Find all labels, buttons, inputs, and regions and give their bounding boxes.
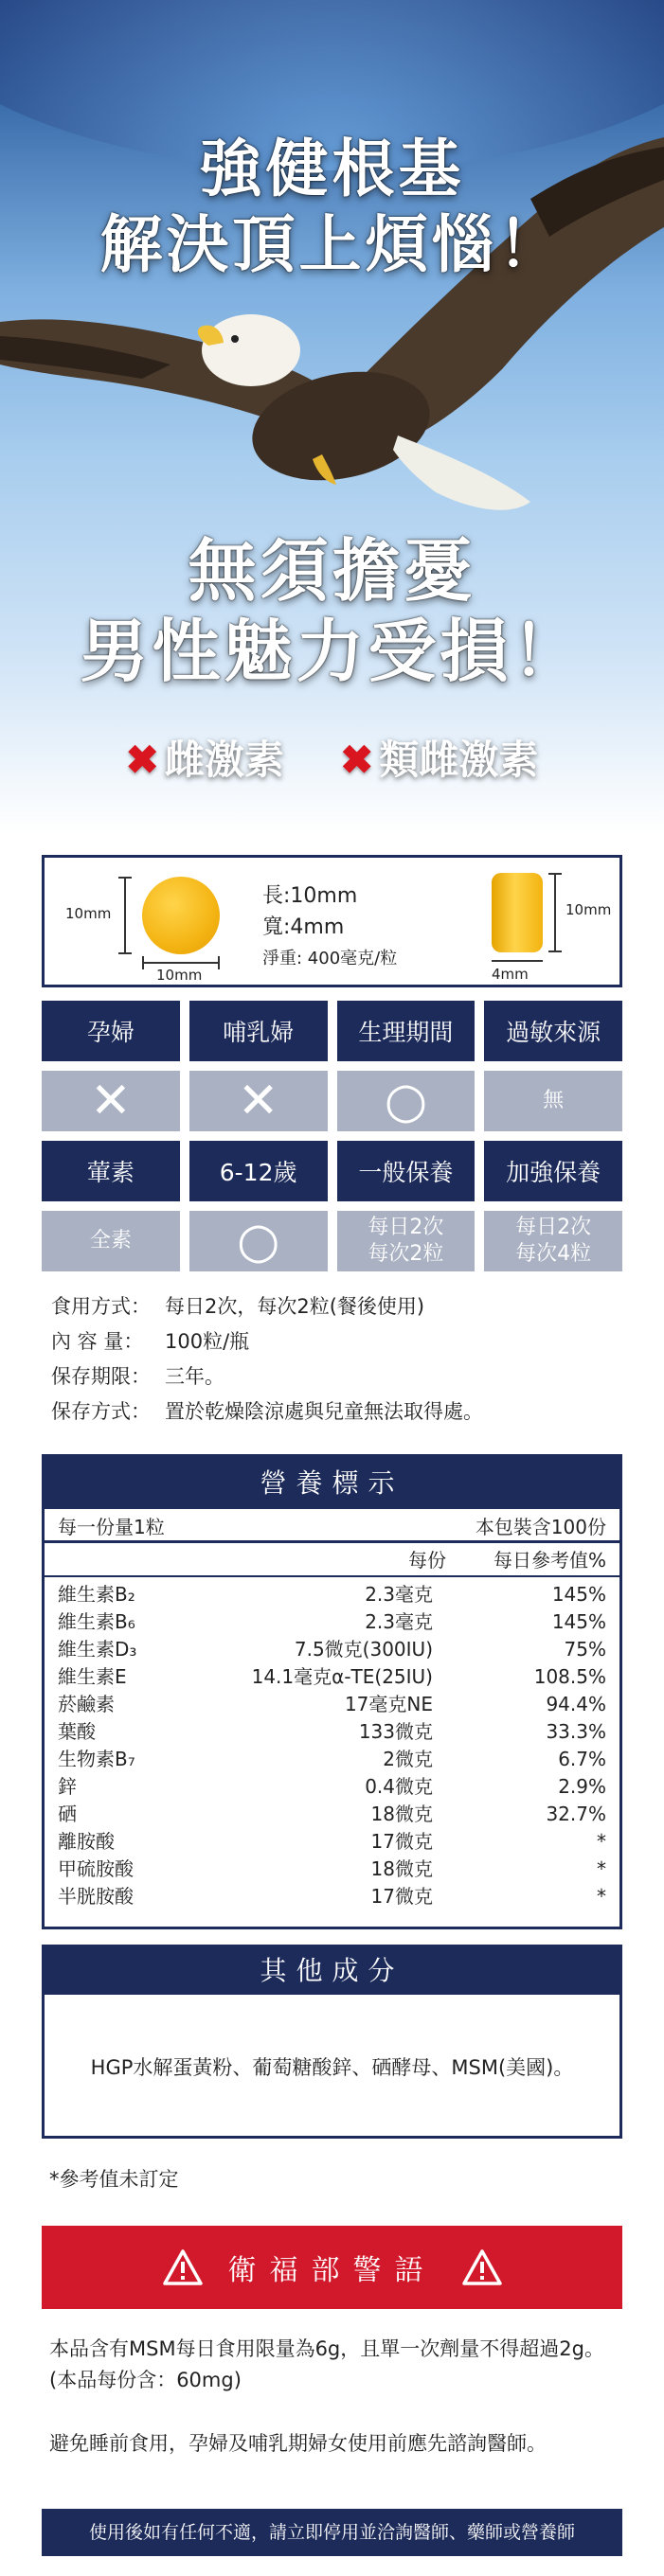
nutrition-row xyxy=(45,1581,619,1608)
width-text: 寬:4mm xyxy=(262,915,345,939)
nutrition-dv: 32.7% xyxy=(546,1803,606,1825)
nutrition-serving-row: 每一份量1粒 本包裝含100份 xyxy=(45,1509,619,1543)
nutrition-name: 維生素B₆ xyxy=(58,1610,135,1633)
length-text: 長:10mm xyxy=(262,884,358,908)
cross-mark-icon: ✕ xyxy=(42,1071,180,1131)
warning-banner xyxy=(42,2226,622,2309)
side-width-label: 4mm xyxy=(492,966,529,983)
nutrition-name: 菸鹼素 xyxy=(58,1693,115,1715)
grid-header-pregnant: 孕婦 xyxy=(42,1001,180,1061)
suitability-grid xyxy=(42,1001,622,1281)
grid-header-allergen: 過敏來源 xyxy=(484,1001,622,1061)
nutrition-row xyxy=(45,1608,619,1636)
free-from-list xyxy=(0,729,664,786)
nutrition-name: 半胱胺酸 xyxy=(58,1885,134,1908)
usage-row: 食用方式： 每日2次，每次2粒(餐後使用) xyxy=(51,1295,425,1318)
other-ingredients-title: 其他成分 xyxy=(45,1947,619,1995)
nutrition-title: 營養標示 xyxy=(45,1457,619,1509)
hero-headline-1: 強健根基 xyxy=(199,132,465,205)
nutrition-name: 硒 xyxy=(58,1803,77,1825)
usage-row: 保存方式： 置於乾燥陰涼處與兒童無法取得處。 xyxy=(51,1400,483,1423)
nutrition-name: 維生素D₃ xyxy=(58,1638,137,1661)
nutrition-row xyxy=(45,1746,619,1773)
nutrition-dv: 33.3% xyxy=(546,1720,606,1743)
grid-header-intensive: 加強保養 xyxy=(484,1141,622,1201)
nutrition-dv: 75% xyxy=(564,1638,606,1661)
nutrition-amount: 17微克 xyxy=(370,1830,433,1853)
warning-icon xyxy=(461,2248,503,2286)
intensive-dosage: 每日2次 每次4粒 xyxy=(484,1211,622,1271)
nutrition-amount: 17毫克NE xyxy=(344,1693,433,1715)
usage-row: 內 容 量： 100粒/瓶 xyxy=(51,1330,250,1353)
nutrition-name: 維生素E xyxy=(58,1665,127,1688)
cross-mark-icon: ✕ xyxy=(189,1071,328,1131)
nutrition-row xyxy=(45,1883,619,1910)
nutrition-row xyxy=(45,1856,619,1883)
circle-mark-icon: ○ xyxy=(337,1071,476,1131)
nutrition-dv: * xyxy=(597,1830,606,1853)
warning-text-2: 避免睡前食用，孕婦及哺乳期婦女使用前應先諮詢醫師。 xyxy=(49,2432,547,2455)
warning-title: 衛福部警語 xyxy=(227,2254,437,2287)
circle-mark-icon: ○ xyxy=(189,1211,328,1271)
nutrition-amount: 7.5微克(300IU) xyxy=(294,1638,433,1661)
nutrition-amount: 18微克 xyxy=(370,1857,433,1880)
grid-header-diet: 葷素 xyxy=(42,1141,180,1201)
nutrition-amount: 2微克 xyxy=(383,1748,433,1770)
other-ingredients-text: HGP水解蛋黃粉、葡萄糖酸鋅、硒酵母、MSM(美國)。 xyxy=(90,2056,574,2079)
round-height-label: 10mm xyxy=(65,905,112,922)
side-height-label: 10mm xyxy=(565,901,612,918)
grid-header-regular: 一般保養 xyxy=(337,1141,476,1201)
grid-header-nursing: 哺乳婦 xyxy=(189,1001,328,1061)
nutrition-name: 葉酸 xyxy=(58,1720,96,1743)
nutrition-amount: 18微克 xyxy=(370,1803,433,1825)
free-from-item-2: 類雌激素 xyxy=(379,737,539,783)
nutrition-row xyxy=(45,1828,619,1856)
nutrition-amount: 14.1毫克α-TE(25IU) xyxy=(251,1665,433,1688)
round-tablet-image xyxy=(142,877,220,954)
nutrition-dv: 6.7% xyxy=(558,1748,606,1770)
nutrition-facts xyxy=(42,1454,622,1929)
hero-headline-4: 男性魅力受損！ xyxy=(80,611,584,691)
nutrition-row xyxy=(45,1801,619,1828)
footnote: *參考值未訂定 xyxy=(49,2168,179,2191)
footer-notice: 使用後如有任何不適，請立即停用並洽詢醫師、藥師或營養師 xyxy=(42,2509,622,2556)
nutrition-amount: 2.3毫克 xyxy=(365,1610,433,1633)
nutrition-dv: 108.5% xyxy=(533,1665,606,1688)
diet-value: 全素 xyxy=(42,1211,180,1271)
nutrition-name: 離胺酸 xyxy=(58,1830,115,1853)
nutrition-dv: * xyxy=(597,1885,606,1908)
cross-icon: ✖ xyxy=(340,737,374,783)
nutrition-amount: 17微克 xyxy=(370,1885,433,1908)
nutrition-name: 鋅 xyxy=(58,1775,77,1798)
hero-headline-3: 無須擔憂 xyxy=(188,530,476,611)
nutrition-row xyxy=(45,1663,619,1691)
nutrition-name: 維生素B₂ xyxy=(58,1583,135,1606)
warning-icon xyxy=(162,2248,204,2286)
tablet-dimensions xyxy=(262,880,397,974)
side-tablet-image xyxy=(492,873,543,952)
nutrition-amount: 0.4微克 xyxy=(365,1775,433,1798)
nutrition-dv: * xyxy=(597,1857,606,1880)
allergen-value: 無 xyxy=(484,1071,622,1131)
free-from-item-1: 雌激素 xyxy=(164,737,284,783)
usage-info xyxy=(51,1289,483,1430)
nutrition-row xyxy=(45,1691,619,1718)
usage-row: 保存期限： 三年。 xyxy=(51,1365,224,1388)
nutrition-dv: 145% xyxy=(551,1583,606,1606)
tablet-spec-box xyxy=(42,855,622,987)
nutrition-dv: 145% xyxy=(551,1610,606,1633)
nutrition-row xyxy=(45,1773,619,1801)
nutrition-row xyxy=(45,1718,619,1746)
nutrition-name: 甲硫胺酸 xyxy=(58,1857,134,1880)
nutrition-column-header: 每份 每日參考值% xyxy=(45,1543,619,1577)
nutrition-row xyxy=(45,1636,619,1663)
grid-header-age: 6-12歲 xyxy=(189,1141,328,1201)
round-width-label: 10mm xyxy=(156,967,203,984)
nutrition-dv: 94.4% xyxy=(546,1693,606,1715)
hero-banner xyxy=(0,0,664,833)
grid-header-menstrual: 生理期間 xyxy=(337,1001,476,1061)
nutrition-amount: 133微克 xyxy=(358,1720,433,1743)
warning-text-1: 本品含有MSM每日食用限量為6g，且單一次劑量不得超過2g。(本品每份含：60mg) xyxy=(49,2337,604,2391)
nutrition-table xyxy=(45,1581,619,1910)
hero-headline-2: 解決頂上煩惱！ xyxy=(99,207,565,281)
net-weight-text: 淨重: 400毫克/粒 xyxy=(262,949,398,968)
cross-icon: ✖ xyxy=(125,737,159,783)
nutrition-amount: 2.3毫克 xyxy=(365,1583,433,1606)
other-ingredients xyxy=(42,1945,622,2139)
regular-dosage: 每日2次 每次2粒 xyxy=(337,1211,476,1271)
nutrition-name: 生物素B₇ xyxy=(58,1748,135,1770)
nutrition-dv: 2.9% xyxy=(558,1775,606,1798)
